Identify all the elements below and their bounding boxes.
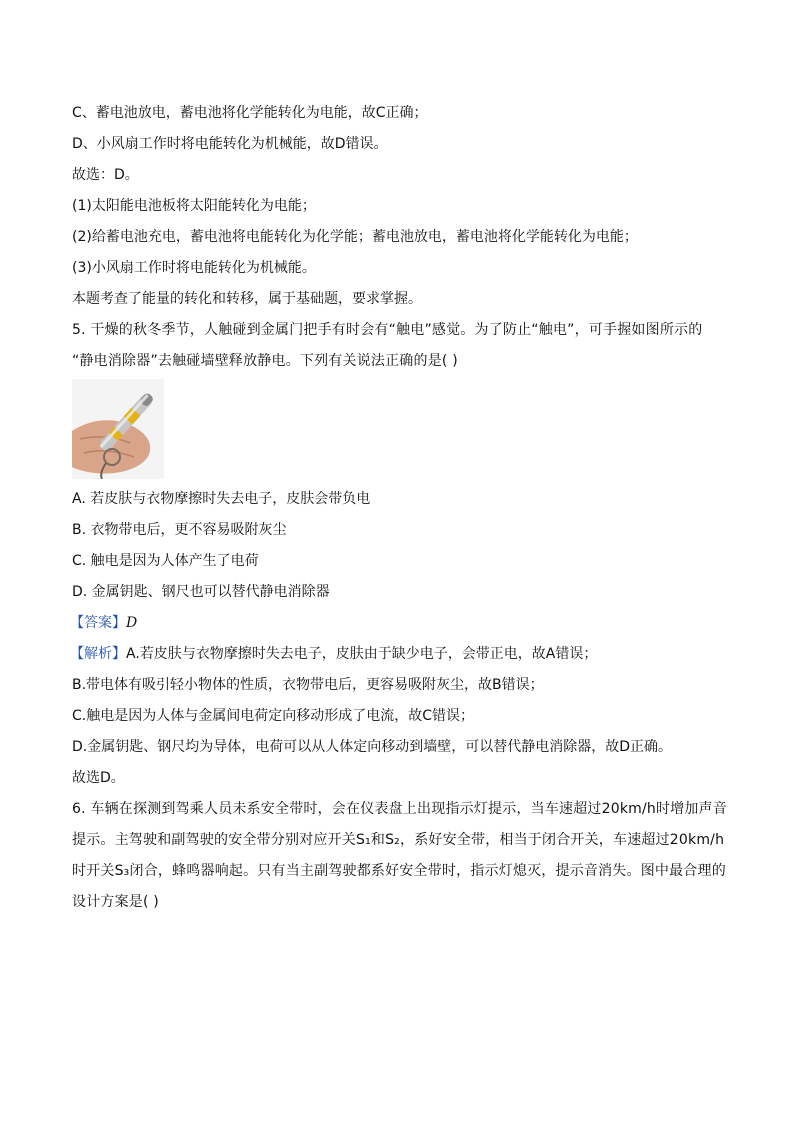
prev-answer-line: 故选：D。 [72, 167, 139, 183]
prev-analysis-1: (1)太阳能电池板将太阳能转化为电能； [72, 198, 316, 214]
q5-answer-line [70, 614, 730, 632]
q5-stem-line-2: “静电消除器”去触碰墙壁释放静电。下列有关说法正确的是( ) [72, 353, 458, 369]
prev-comment: 本题考查了能量的转化和转移，属于基础题，要求掌握。 [72, 291, 422, 307]
analysis-a-text: A.若皮肤与衣物摩擦时失去电子，皮肤由于缺少电子，会带正电，故A错误； [126, 646, 598, 662]
analysis-tag: 【解析】 [70, 646, 126, 662]
static-eliminator-photo [72, 379, 164, 479]
q5-analysis-b: B.带电体有吸引轻小物体的性质，衣物带电后，更容易吸附灰尘，故B错误； [72, 677, 544, 693]
q5-analysis-d: D.金属钥匙、钢尺均为导体，电荷可以从人体定向移动到墙壁，可以替代静电消除器，故D正确。 [72, 739, 673, 755]
q5-option-a: A. 若皮肤与衣物摩擦时失去电子，皮肤会带负电 [72, 491, 371, 507]
answer-tag: 【答案】 [70, 615, 126, 631]
prev-analysis-3: (3)小风扇工作时将电能转化为机械能。 [72, 260, 316, 276]
q5-option-c: C. 触电是因为人体产生了电荷 [72, 553, 259, 569]
q6-stem-line-2: 提示。主驾驶和副驾驶的安全带分别对应开关S₁和S₂，系好安全带，相当于闭合开关，车速超过20km/h [72, 832, 725, 848]
q5-option-d: D. 金属钥匙、钢尺也可以替代静电消除器 [72, 584, 330, 600]
q5-analysis-c: C.触电是因为人体与金属间电荷定向移动形成了电流，故C错误； [72, 708, 474, 724]
answer-value: D [126, 615, 138, 631]
q6-stem-line-1: 6. 车辆在探测到驾乘人员未系安全带时，会在仪表盘上出现指示灯提示，当车速超过20km/h时增加声音 [72, 801, 727, 817]
prev-option-c-line: C、蓄电池放电，蓄电池将化学能转化为电能，故C正确； [72, 105, 428, 121]
prev-option-d-line: D、小风扇工作时将电能转化为机械能，故D错误。 [72, 136, 388, 152]
q6-stem-line-3: 时开关S₃闭合，蜂鸣器响起。只有当主副驾驶都系好安全带时，指示灯熄灭，提示音消失。图中最合理的 [72, 863, 726, 879]
prev-analysis-2: (2)给蓄电池充电，蓄电池将电能转化为化学能；蓄电池放电，蓄电池将化学能转化为电能； [72, 229, 638, 245]
q5-stem-line-1: 5. 干燥的秋冬季节，人触碰到金属门把手有时会有“触电”感觉。为了防止“触电”，可手握如图所示的 [72, 322, 703, 338]
q6-stem-line-4: 设计方案是( ) [72, 894, 159, 910]
q5-analysis-a-line [70, 645, 730, 663]
q5-option-b: B. 衣物带电后，更不容易吸附灰尘 [72, 522, 287, 538]
q5-conclusion: 故选D。 [72, 770, 125, 786]
